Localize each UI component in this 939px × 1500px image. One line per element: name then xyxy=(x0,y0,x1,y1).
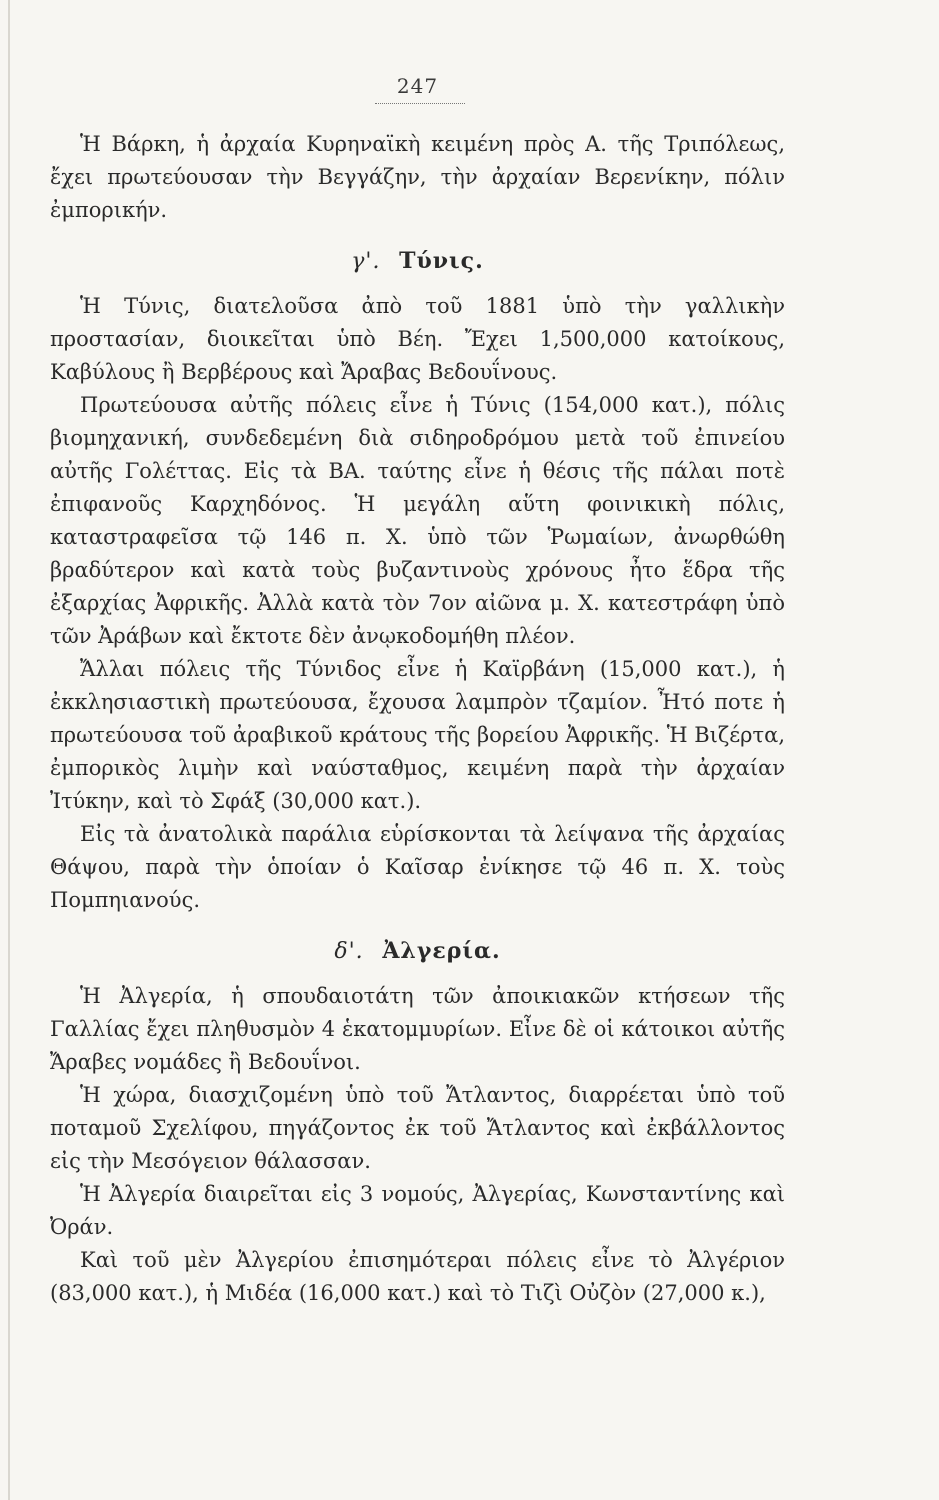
book-page xyxy=(50,0,785,1500)
text-body xyxy=(50,128,785,1310)
paragraph-tunis-intro: Ἡ Τύνις, διατελοῦσα ἀπὸ τοῦ 1881 ὑπὸ τὴν γαλλικὴν προστασίαν, διοικεῖται ὑπὸ Βέη. Ἔχει 1,500,000 κατοίκους, Καβύλους ἢ Βερβέρους καὶ Ἄραβας Βεδουΐνους. xyxy=(50,294,785,384)
paragraph-algeria-provinces: Ἡ Ἀλγερία διαιρεῖται εἰς 3 νομούς, Ἀλγερίας, Κωνσταντίνης καὶ Ὀράν. xyxy=(50,1182,785,1239)
page-number: 247 xyxy=(396,74,439,98)
paragraph-algeria-cities: Καὶ τοῦ μὲν Ἀλγερίου ἐπισημότεραι πόλεις εἶνε τὸ Ἀλγέριον (83,000 κατ.), ἡ Μιδέα (16,000 κατ.) καὶ τὸ Τιζὶ Οὐζὸν (27,000 κ.), xyxy=(50,1248,785,1305)
paragraph-algeria-rivers: Ἡ χώρα, διασχιζομένη ὑπὸ τοῦ Ἄτλαντος, διαρρέεται ὑπὸ τοῦ ποταμοῦ Σχελίφου, πηγάζοντος ἐκ τοῦ Ἄτλαντος καὶ ἐκβάλλοντος εἰς τὴν Μεσόγειον θάλασσαν. xyxy=(50,1083,785,1173)
paragraph-algeria-intro: Ἡ Ἀλγερία, ἡ σπουδαιοτάτη τῶν ἀποικιακῶν κτήσεων τῆς Γαλλίας ἔχει πληθυσμὸν 4 ἑκατομμυρίων. Εἶνε δὲ οἱ κάτοικοι αὐτῆς Ἄραβες νομάδες ἢ Βεδουΐνοι. xyxy=(50,984,785,1074)
paragraph-barka: Ἡ Βάρκη, ἡ ἀρχαία Κυρηναϊκὴ κειμένη πρὸς Α. τῆς Τριπόλεως, ἔχει πρωτεύουσαν τὴν Βεγγάζην, τὴν ἀρχαίαν Βερενίκην, πόλιν ἐμπορικήν. xyxy=(50,132,785,222)
section-numeral: γ'. xyxy=(351,249,381,274)
paragraph-thapsus: Εἰς τὰ ἀνατολικὰ παράλια εὑρίσκονται τὰ λείψανα τῆς ἀρχαίας Θάψου, παρὰ τὴν ὁποίαν ὁ Καῖσαρ ἐνίκησε τῷ 46 π. Χ. τοὺς Πομπηιανούς. xyxy=(50,822,785,912)
page-edge xyxy=(8,0,10,1500)
paragraph-tunis-capital: Πρωτεύουσα αὐτῆς πόλεις εἶνε ἡ Τύνις (154,000 κατ.), πόλις βιομηχανική, συνδεδεμένη διὰ σιδηροδρόμου μετὰ τοῦ ἐπινείου αὐτῆς Γολέττας. Εἰς τὰ ΒΑ. ταύτης εἶνε ἡ θέσις τῆς πάλαι ποτὲ ἐπιφανοῦς Καρχηδόνος. Ἡ μεγάλη αὕτη φοινικικὴ πόλις, καταστραφεῖσα τῷ 146 π. Χ. ὑπὸ τῶν Ῥωμαίων, ἀνωρθώθη βραδύτερον καὶ κατὰ τοὺς βυζαντινοὺς χρόνους ἦτο ἕδρα τῆς ἐξαρχίας Ἀφρικῆς. Ἀλλὰ κατὰ τὸν 7ον αἰῶνα μ. Χ. κατεστράφη ὑπὸ τῶν Ἀράβων καὶ ἔκτοτε δὲν ἀνῳκοδομήθη πλέον. xyxy=(50,393,785,648)
paragraph-tunis-cities: Ἄλλαι πόλεις τῆς Τύνιδος εἶνε ἡ Καϊρβάνη (15,000 κατ.), ἡ ἐκκλησιαστικὴ πρωτεύουσα, ἔχουσα λαμπρὸν τζαμίον. Ἦτό ποτε ἡ πρωτεύουσα τοῦ ἀραβικοῦ κράτους τῆς βορείου Ἀφρικῆς. Ἡ Βιζέρτα, ἐμπορικὸς λιμὴν καὶ ναύσταθμος, κειμένη παρὰ τὴν ἀρχαίαν Ἰτύκην, καὶ τὸ Σφάξ (30,000 κατ.). xyxy=(50,657,785,813)
section-title: Τύνις. xyxy=(399,248,484,274)
section-title: Ἀλγερία. xyxy=(382,938,501,964)
section-heading-tunis xyxy=(50,245,785,278)
page-number-rule xyxy=(375,103,465,104)
section-numeral: δ'. xyxy=(334,939,364,964)
section-heading-algeria xyxy=(50,935,785,968)
